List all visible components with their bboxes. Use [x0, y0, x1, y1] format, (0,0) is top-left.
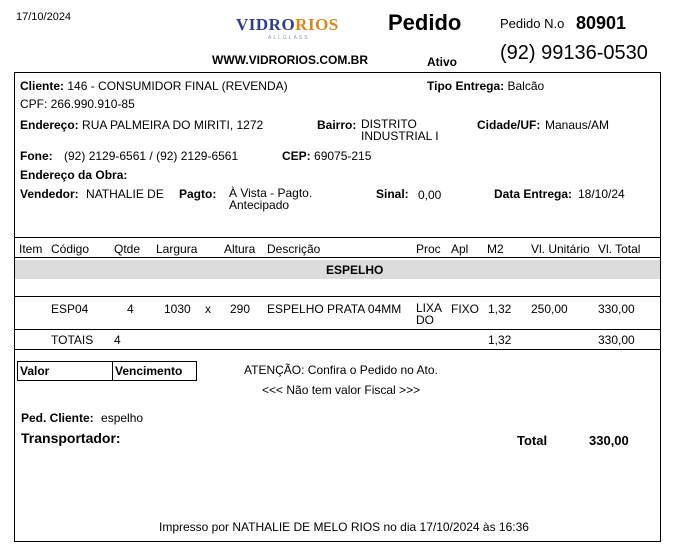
totals-qty: 4 — [114, 333, 121, 347]
district-label: Bairro: — [317, 118, 357, 132]
delivery-type-value: Balcão — [507, 79, 545, 93]
row-application: FIXO — [451, 302, 480, 316]
row-top-rule — [14, 296, 661, 297]
district-value: DISTRITO INDUSTRIAL I — [361, 117, 439, 143]
company-logo — [236, 15, 339, 35]
customer-order-label: Ped. Cliente: — [21, 411, 94, 425]
table-header-rule — [14, 257, 661, 258]
payment-due-date-header: Vencimento — [115, 364, 183, 378]
printed-by-note: Impresso por NATHALIE DE MELO RIOS no dia 17/10/2024 às 16:36 — [159, 520, 529, 534]
col-header-unit-price: Vl. Unitário — [531, 242, 590, 256]
order-status: Ativo — [427, 55, 457, 69]
row-qty: 4 — [127, 302, 134, 316]
print-date: 17/10/2024 — [16, 11, 72, 23]
seller-row — [20, 187, 164, 201]
col-header-item: Item — [19, 242, 43, 256]
delivery-type-label: Tipo Entrega: — [427, 79, 505, 93]
delivery-type — [427, 79, 544, 93]
row-unit-price: 250,00 — [531, 302, 568, 316]
table-top-rule — [14, 237, 661, 238]
grand-total-label: Total — [517, 433, 548, 448]
phone-value: (92) 2129-6561 / (92) 2129-6561 — [64, 149, 239, 163]
site-address-label: Endereço da Obra: — [20, 168, 128, 182]
zip-value: 69075-215 — [314, 149, 372, 163]
logo-main-text: VIDRO — [236, 15, 296, 34]
totals-bottom-rule — [14, 349, 661, 350]
delivery-date-label: Data Entrega: — [494, 187, 573, 201]
col-header-height: Altura — [224, 242, 256, 256]
client-row — [20, 79, 288, 93]
address — [20, 118, 263, 132]
seller-label: Vendedor: — [20, 187, 79, 201]
logo-subtitle: ALLGLASS — [268, 35, 310, 41]
row-height: 290 — [230, 302, 251, 316]
row-total-price: 330,00 — [598, 302, 635, 316]
totals-m2: 1,32 — [488, 333, 512, 347]
row-code: ESP04 — [51, 302, 89, 316]
client-value: 146 - CONSUMIDOR FINAL (REVENDA) — [67, 79, 288, 93]
row-width: 1030 — [164, 302, 191, 316]
carrier-label: Transportador: — [21, 430, 121, 446]
grand-total-value: 330,00 — [589, 433, 629, 448]
zip-row — [282, 149, 371, 163]
city-label: Cidade/UF: — [477, 118, 541, 132]
col-header-width: Largura — [156, 242, 198, 256]
payment-value-header: Valor — [20, 364, 50, 378]
order-number-label: Pedido N.o — [500, 16, 565, 31]
row-by-symbol: x — [205, 302, 211, 316]
row-description: ESPELHO PRATA 04MM — [267, 302, 402, 316]
col-header-application: Apl — [451, 242, 469, 256]
col-header-process: Proc — [416, 242, 441, 256]
totals-price: 330,00 — [598, 333, 635, 347]
phone-label: Fone: — [20, 149, 53, 163]
totals-label: TOTAIS — [51, 333, 94, 347]
col-header-code: Código — [51, 242, 90, 256]
company-website: WWW.VIDRORIOS.COM.BR — [212, 53, 368, 67]
deposit-value: 0,00 — [418, 188, 442, 202]
address-value: RUA PALMEIRA DO MIRITI, 1272 — [82, 118, 264, 132]
customer-order-row — [21, 411, 143, 425]
payment-method-label: Pagto: — [179, 187, 217, 201]
attention-note: ATENÇÃO: Confira o Pedido no Ato. — [244, 363, 438, 377]
payment-method-value: À Vista - Pagto. Antecipado — [229, 186, 313, 212]
seller-value: NATHALIE DE — [86, 187, 164, 201]
payment-schedule-divider — [112, 361, 113, 381]
fiscal-note: <<< Não tem valor Fiscal >>> — [262, 383, 421, 397]
order-number: 80901 — [576, 13, 627, 33]
row-process: LIXA DO — [416, 301, 442, 327]
logo-accent-text: RIOS — [295, 15, 339, 34]
delivery-date-value: 18/10/24 — [578, 187, 625, 201]
col-header-total-price: Vl. Total — [598, 242, 641, 256]
client-cpf: CPF: 266.990.910-85 — [20, 97, 135, 111]
page-title: Pedido — [388, 10, 462, 35]
client-label: Cliente: — [20, 79, 65, 93]
col-header-qty: Qtde — [114, 242, 141, 256]
col-header-m2: M2 — [487, 242, 504, 256]
city-value: Manaus/AM — [545, 118, 610, 132]
customer-order-value: espelho — [101, 411, 144, 425]
zip-label: CEP: — [282, 149, 311, 163]
deposit-label: Sinal: — [376, 187, 409, 201]
company-phone: (92) 99136-0530 — [500, 42, 648, 64]
address-label: Endereço: — [20, 118, 79, 132]
col-header-description: Descrição — [267, 242, 321, 256]
phone-row — [20, 149, 238, 163]
group-title: ESPELHO — [326, 263, 384, 277]
totals-top-rule — [14, 329, 661, 330]
row-m2: 1,32 — [488, 302, 512, 316]
